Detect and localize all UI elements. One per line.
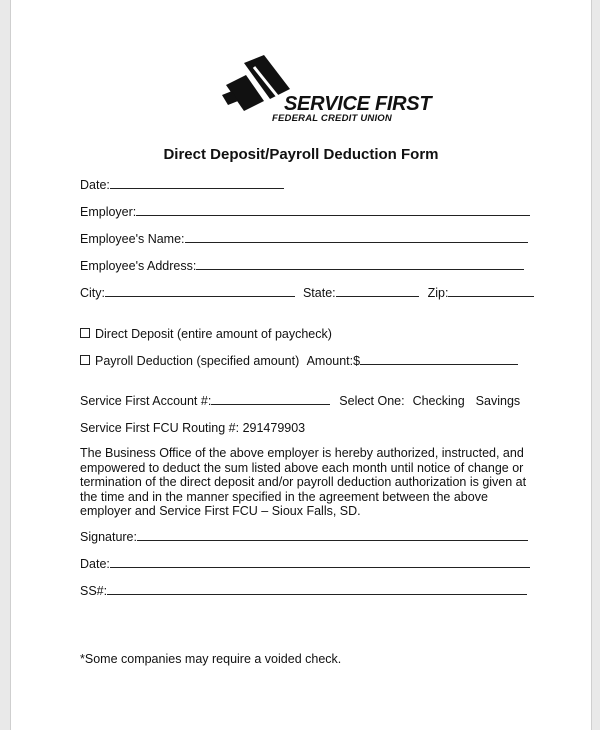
employee-name-label: Employee's Name:	[80, 232, 185, 246]
account-label: Service First Account #:	[80, 394, 212, 408]
routing-number: 291479903	[242, 421, 306, 435]
footnote: *Some companies may require a voided check.	[80, 652, 342, 666]
employee-name-row	[80, 231, 528, 247]
city-field[interactable]	[105, 285, 295, 297]
date-row	[80, 177, 284, 193]
signature-row	[80, 529, 528, 545]
checking-option[interactable]: Checking	[412, 394, 465, 408]
city-state-zip-row	[80, 285, 534, 301]
date-field[interactable]	[110, 177, 284, 189]
city-label: City:	[80, 286, 105, 300]
employee-name-field[interactable]	[185, 231, 528, 243]
direct-deposit-checkbox[interactable]	[80, 328, 90, 338]
select-one-label: Select One:	[339, 394, 405, 408]
credit-union-logo	[220, 55, 432, 127]
routing-label: Service First FCU Routing #:	[80, 421, 240, 435]
logo-subtitle: FEDERAL CREDIT UNION	[272, 113, 392, 124]
form-title: Direct Deposit/Payroll Deduction Form	[163, 146, 439, 163]
zip-label: Zip:	[427, 286, 449, 300]
state-field[interactable]	[336, 285, 419, 297]
authorization-paragraph: The Business Office of the above employer is hereby authorized, instructed, and empowered to deduct the sum listed above each month until notice of change or termination of the direct deposit and/or payroll deduction authorization is given at the time and in the manner specified in the agreement between the above employer and Service First FCU – Sioux Falls, SD.	[80, 446, 527, 518]
ss-field[interactable]	[107, 583, 527, 595]
ss-row	[80, 583, 527, 599]
savings-option[interactable]: Savings	[475, 394, 521, 408]
account-field[interactable]	[211, 393, 330, 405]
payroll-deduction-option-label: Payroll Deduction (specified amount)	[95, 354, 300, 368]
signature-label: Signature:	[80, 530, 137, 544]
direct-deposit-option	[80, 326, 332, 342]
employee-address-row	[80, 258, 524, 274]
signature-field[interactable]	[137, 529, 528, 541]
account-row	[80, 393, 520, 409]
form-page	[10, 0, 592, 730]
ss-label: SS#:	[80, 584, 108, 598]
date2-field[interactable]	[110, 556, 530, 568]
date-label: Date:	[80, 178, 110, 192]
direct-deposit-option-label: Direct Deposit (entire amount of paycheck)	[95, 327, 332, 341]
employer-row	[80, 204, 530, 220]
state-label: State:	[302, 286, 336, 300]
payroll-deduction-option	[80, 353, 518, 369]
logo-name: SERVICE FIRST	[284, 93, 432, 115]
amount-label: Amount:$	[306, 354, 361, 368]
zip-field[interactable]	[448, 285, 534, 297]
routing-row	[80, 420, 305, 436]
employee-address-field[interactable]	[196, 258, 524, 270]
employee-address-label: Employee's Address:	[80, 259, 197, 273]
amount-field[interactable]	[360, 353, 518, 365]
date2-label: Date:	[80, 557, 110, 571]
employer-label: Employer:	[80, 205, 137, 219]
employer-field[interactable]	[136, 204, 530, 216]
date2-row	[80, 556, 530, 572]
payroll-deduction-checkbox[interactable]	[80, 355, 90, 365]
